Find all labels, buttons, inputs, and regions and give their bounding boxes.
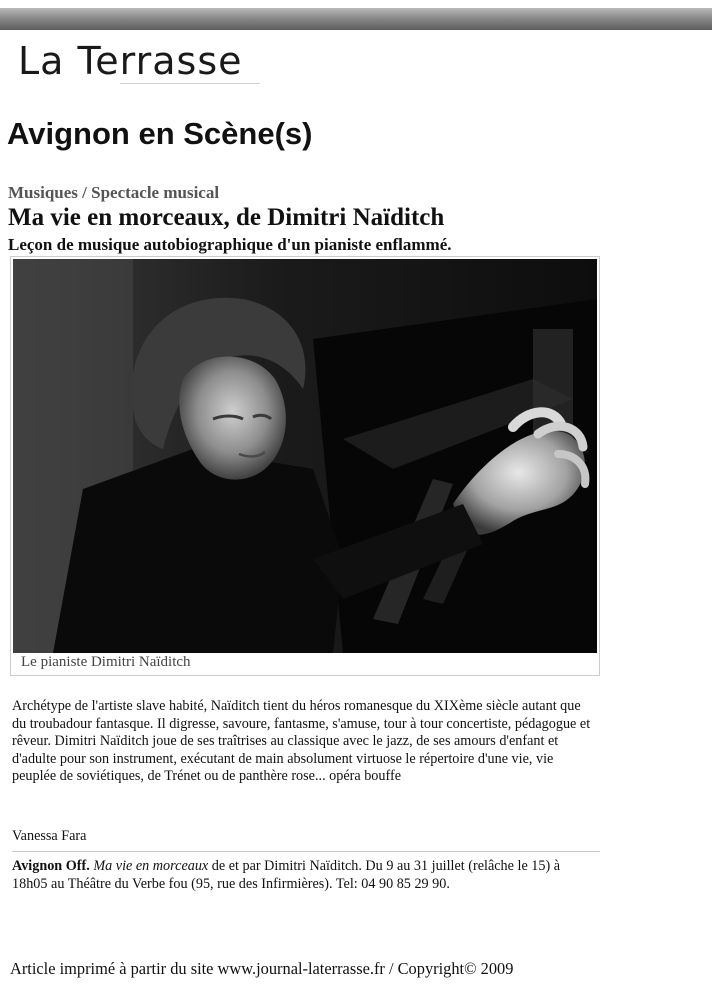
top-gray-bar (0, 8, 712, 30)
event-info (12, 858, 592, 893)
masthead-divider (120, 83, 260, 84)
article-headline: Ma vie en morceaux, de Dimitri Naïditch (8, 204, 445, 231)
masthead-logo: La Terrasse (18, 39, 243, 83)
article-category: Musiques / Spectacle musical (8, 183, 220, 202)
article-body: Archétype de l'artiste slave habité, Naïditch tient du héros romanesque du XIXème siècle autant que du troubadour fantasque. Il digresse, savoure, fantasme, s'amuse, tour à tour concertiste, pédagogue et rêveur. Dimitri Naïditch joue de ses traîtrises au classique avec le jazz, de ses amours d'enfant et d'adulte pour son instrument, exécutant de main absolument virtuose le répertoire d'une vie, vie peuplée de soviétiques, de Trénet ou de panthère rose... opéra bouffe (12, 698, 591, 785)
article-subheadline: Leçon de musique autobiographique d'un pianiste enflammé. (8, 235, 452, 254)
event-details: de et par Dimitri Naïditch. Du 9 au 31 juillet (relâche le 15) à 18h05 au Théâtre du Verbe fou (95, rue des Infirmières). Tel: 04 90 85 29 90. (12, 858, 561, 892)
print-footer: Article imprimé à partir du site www.journal-laterrasse.fr / Copyright© 2009 (10, 959, 514, 978)
event-show-title: Ma vie en morceaux (93, 858, 209, 874)
info-divider (12, 851, 600, 852)
photo-figure (10, 256, 600, 676)
event-info-lead: Avignon Off. (12, 858, 90, 874)
photo-caption: Le pianiste Dimitri Naïditch (21, 654, 191, 670)
section-title: Avignon en Scène(s) (7, 116, 313, 151)
article-author: Vanessa Fara (12, 828, 87, 844)
pianist-photo (13, 259, 597, 653)
pianist-photo-illustration (13, 259, 597, 653)
